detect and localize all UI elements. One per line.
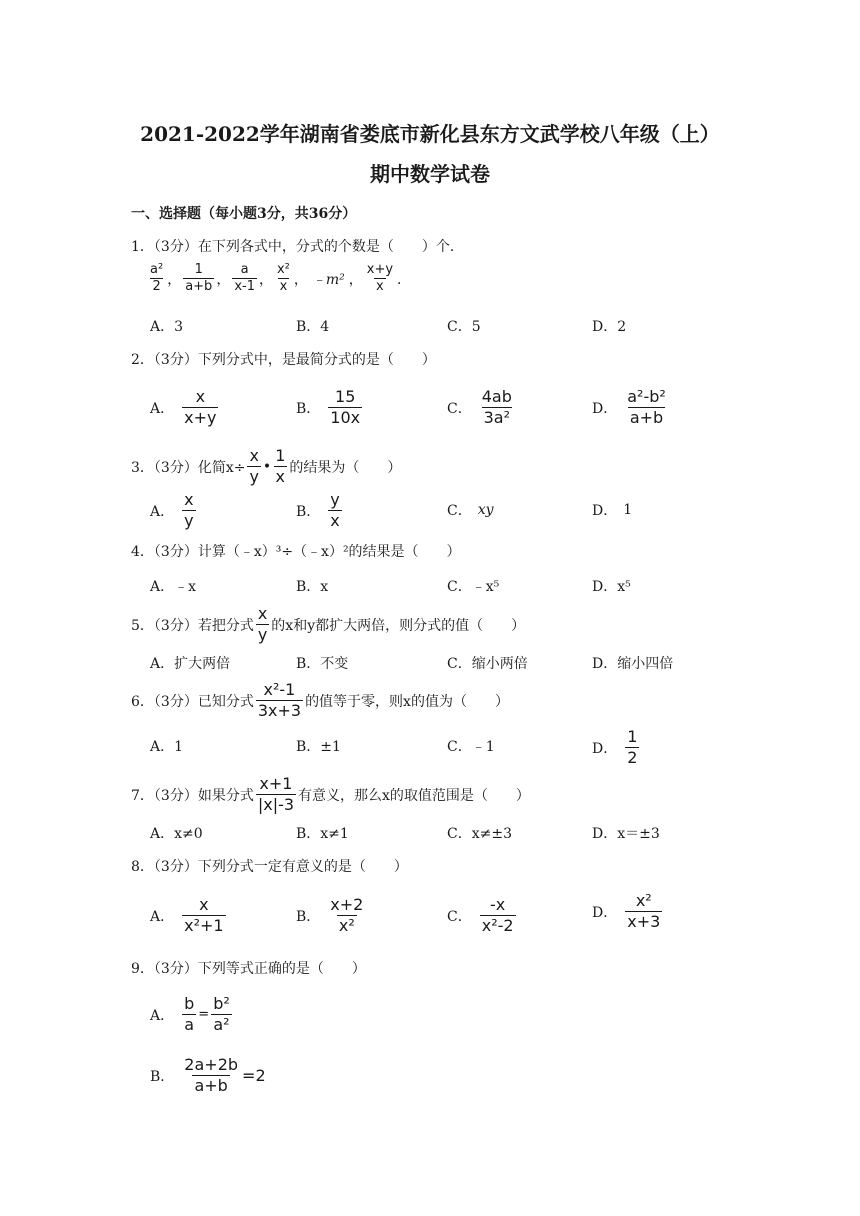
section-heading: 一、选择题（每小题3分，共36分） xyxy=(131,206,357,222)
q3-option-c: C． xy xyxy=(447,502,494,519)
q9-stem: 9．（3分）下列等式正确的是（ ） xyxy=(131,961,366,977)
q4-option-d: D．x⁵ xyxy=(592,579,631,595)
q7-stem: 7．（3分）如果分式 $\frac{x+1}{|x|-3}$ 有意义，那么x的取值范围是（ ） xyxy=(131,774,530,814)
q6-stem: 6．（3分）已知分式 $\frac{\text{x²-1}}{3x+3}$ 的值等于零，则x的值为（ ） xyxy=(131,680,509,720)
q8-option-c: C． $\frac{-x}{\text{x²-2}}$ xyxy=(447,895,514,935)
q1-option-b: B．4 xyxy=(296,319,330,335)
q8-stem: 8．（3分）下列分式一定有意义的是（ ） xyxy=(131,859,408,875)
q7-option-c: C．x≠±3 xyxy=(447,826,512,842)
q5-option-c: C．缩小两倍 xyxy=(447,656,528,672)
q5-option-a: A．扩大两倍 xyxy=(150,656,231,672)
q1-expr-6: $\frac{x+y}{x}$ xyxy=(366,262,394,295)
q6-option-c: C．﹣1 xyxy=(447,739,495,755)
q2-option-a: A． $\frac{x}{x+y}$ xyxy=(150,387,217,427)
q4-stem: 4．（3分）计算（﹣x）³÷（﹣x）²的结果是（ ） xyxy=(131,544,461,560)
q7-option-d: D．x＝±3 xyxy=(592,826,660,842)
q6-option-b: B．±1 xyxy=(296,739,341,755)
q8-option-b: B． $\frac{x+2}{\text{x²}}$ xyxy=(296,895,364,935)
q4-option-a: A．﹣x xyxy=(150,579,197,595)
q1-expr-3: $\frac{a}{x-1}$ xyxy=(234,262,255,295)
q1-option-d: D．2 xyxy=(592,319,627,335)
q6-option-d: D． $\frac{1}{2}$ xyxy=(592,727,638,767)
q1-expr-5: ﹣m² xyxy=(311,271,345,288)
q7-option-b: B．x≠1 xyxy=(296,826,349,842)
q1-stem: 1．（3分）在下列各式中，分式的个数是（ ）个． xyxy=(131,239,464,255)
q1-option-c: C．5 xyxy=(447,319,481,335)
q2-option-b: B． $\frac{15}{10x}$ xyxy=(296,387,361,427)
q3-stem: 3．（3分）化简x÷ $\frac{x}{y}$ • $\frac{1}{x}$ 的结果为（ ） xyxy=(131,446,402,486)
exam-title-line2: 期中数学试卷 xyxy=(370,162,490,186)
q5-option-b: B．不变 xyxy=(296,656,349,672)
q1-expr-4: $\frac{\text{x²}}{x}$ xyxy=(276,262,290,295)
exam-title-line1: 2021-2022学年湖南省娄底市新化县东方文武学校八年级（上） xyxy=(140,122,720,146)
q1-expressions: $\frac{\text{a²}}{2}$ ， $\frac{1}{a+b}$ ， $\frac{a}{x-1}$ ， $\frac{\text{x²}}{x}$ ， ﹣m² ， $\frac{x+y}{x}$ ． xyxy=(150,262,412,295)
q3-option-b: B． $\frac{y}{x}$ xyxy=(296,490,340,530)
q4-option-c: C．﹣x⁵ xyxy=(447,579,500,595)
q1-expr-2: $\frac{1}{a+b}$ xyxy=(185,262,213,295)
q2-stem: 2．（3分）下列分式中，是最简分式的是（ ） xyxy=(131,352,436,368)
q6-option-a: A．1 xyxy=(150,739,184,755)
q7-option-a: A．x≠0 xyxy=(150,826,203,842)
q5-option-d: D．缩小四倍 xyxy=(592,656,674,672)
q3-option-a: A． $\frac{x}{y}$ xyxy=(150,490,194,530)
q4-option-b: B．x xyxy=(296,579,329,595)
q9-option-a: A． $\frac{b}{a}$ = $\frac{\text{b²}}{\text{a²}}$ xyxy=(150,994,230,1034)
q2-option-c: C． $\frac{4ab}{\text{3a²}}$ xyxy=(447,387,512,427)
q3-option-d: D． 1 xyxy=(592,502,633,519)
q9-option-b: B． $\frac{2a+2b}{a+b}$ =2 xyxy=(150,1055,266,1095)
q1-expr-1: $\frac{\text{a²}}{2}$ xyxy=(150,262,164,295)
q2-option-d: D． $\frac{\text{a²-b²}}{a+b}$ xyxy=(592,387,666,427)
q8-option-d: D． $\frac{\text{x²}}{x+3}$ xyxy=(592,891,661,931)
q8-option-a: A． $\frac{x}{\text{x²+1}}$ xyxy=(150,895,224,935)
q5-stem: 5．（3分）若把分式 $\frac{x}{y}$ 的x和y都扩大两倍，则分式的值（ ） xyxy=(131,604,526,644)
q1-option-a: A．3 xyxy=(150,319,184,335)
